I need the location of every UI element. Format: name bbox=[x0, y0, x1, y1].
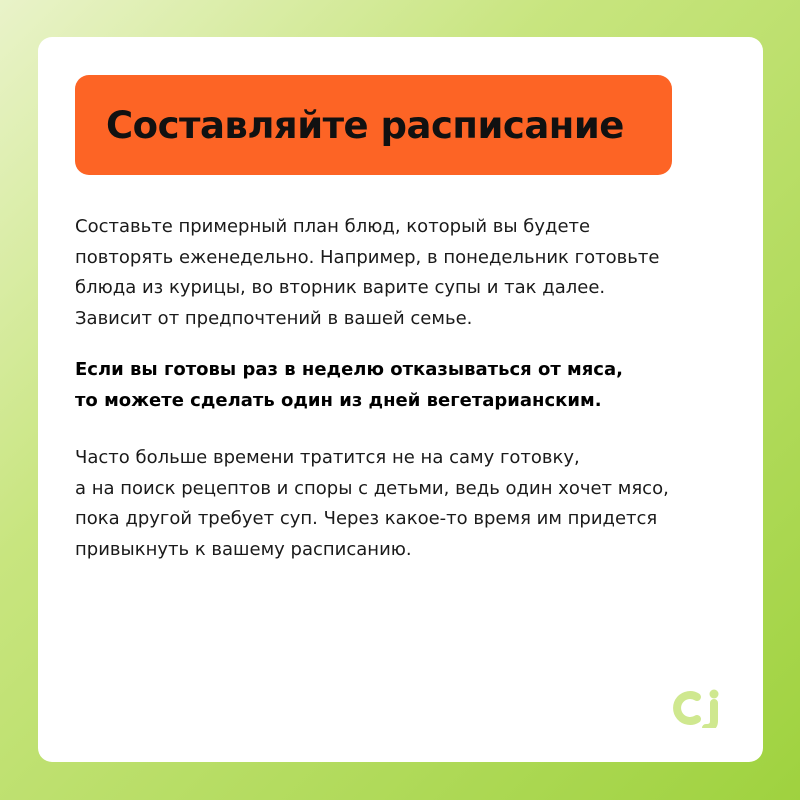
paragraph-line: Зависит от предпочтений в вашей семье. bbox=[75, 307, 473, 329]
paragraph-line: то можете сделать один из дней вегетарианским. bbox=[75, 389, 602, 411]
paragraph-line: Если вы готовы раз в неделю отказываться от мяса, bbox=[75, 359, 623, 380]
paragraph-line: а на поиск рецептов и споры с детьми, ведь один хочет мясо, bbox=[75, 477, 669, 499]
paragraph-vegetarian-tip bbox=[75, 355, 735, 416]
paragraph-line: повторять еженедельно. Например, в понедельник готовьте bbox=[75, 246, 660, 268]
paragraph-line: блюда из курицы, во вторник варите супы и так далее. bbox=[75, 277, 606, 298]
paragraph-line: Составьте примерный план блюд, который вы будете bbox=[75, 216, 591, 237]
title-banner bbox=[75, 75, 672, 175]
paragraph-line: привыкнуть к вашему расписанию. bbox=[75, 538, 412, 560]
paragraph-line: пока другой требует суп. Через какое-то время им придется bbox=[75, 508, 658, 529]
cj-logo-icon bbox=[671, 688, 729, 728]
paragraph-line: Часто больше времени тратится не на саму готовку, bbox=[75, 447, 580, 468]
page-title: Составляйте расписание bbox=[106, 103, 624, 147]
content-card bbox=[38, 37, 763, 762]
paragraph-time-saving bbox=[75, 443, 735, 565]
paragraph-schedule-plan bbox=[75, 212, 735, 334]
